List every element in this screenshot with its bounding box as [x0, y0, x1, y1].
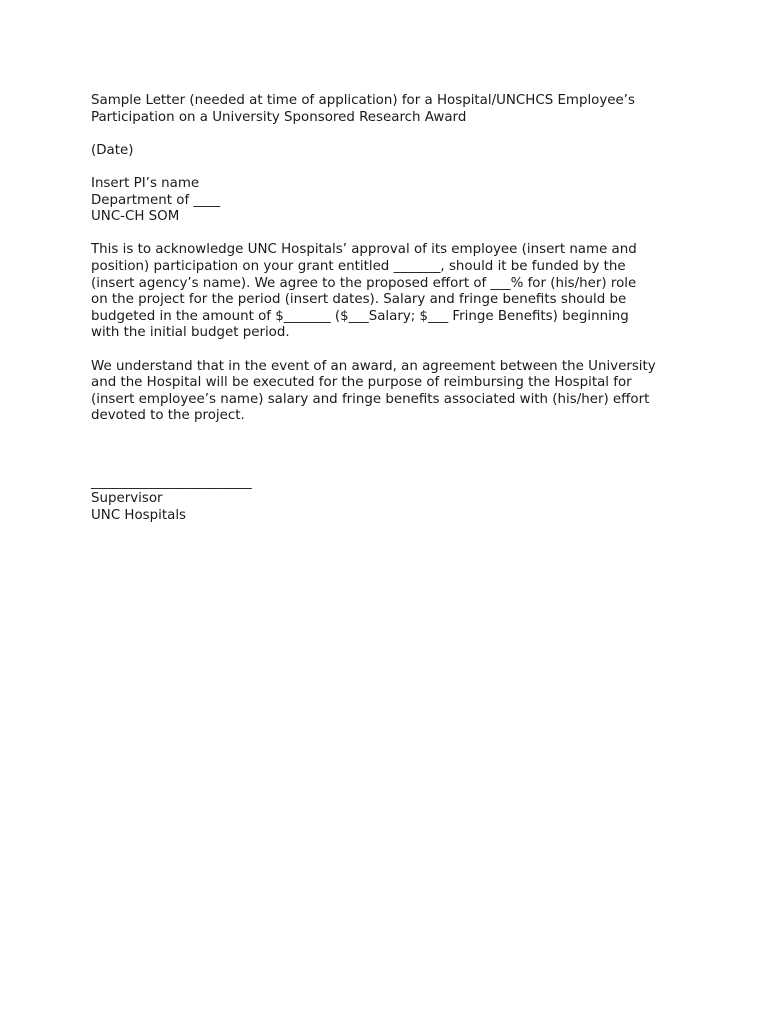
paragraph-line: (insert employee’s name) salary and fringe benefits associated with (his/her) effort	[91, 391, 650, 407]
paragraph-line: and the Hospital will be executed for the purpose of reimbursing the Hospital for	[91, 375, 632, 391]
letter-title	[91, 93, 691, 126]
paragraph-line: with the initial budget period.	[91, 325, 290, 341]
paragraph-line: on the project for the period (insert dates). Salary and fringe benefits should be	[91, 292, 627, 308]
signature-title: Supervisor	[91, 491, 163, 507]
addressee-school: UNC-CH SOM	[91, 209, 180, 225]
addressee-name: Insert PI’s name	[91, 175, 200, 191]
paragraph-approval	[91, 242, 691, 342]
addressee-department: Department of ____	[91, 192, 221, 208]
signature-block	[91, 475, 691, 525]
letter-body	[91, 93, 691, 524]
paragraph-line: We understand that in the event of an award, an agreement between the University	[91, 358, 656, 374]
signature-organization: UNC Hospitals	[91, 507, 187, 523]
title-line: Sample Letter (needed at time of application) for a Hospital/UNCHCS Employee’s	[91, 93, 636, 108]
paragraph-line: devoted to the project.	[91, 408, 245, 424]
paragraph-agreement	[91, 359, 691, 425]
paragraph-line: This is to acknowledge UNC Hospitals’ approval of its employee (insert name and	[91, 242, 637, 258]
paragraph-line: budgeted in the amount of $_______ ($___Salary; $___ Fringe Benefits) beginning	[91, 308, 629, 324]
paragraph-line: position) participation on your grant entitled _______, should it be funded by the	[91, 258, 626, 274]
title-line: Participation on a University Sponsored Research Award	[91, 109, 467, 125]
addressee-block	[91, 176, 691, 226]
paragraph-line: (insert agency’s name). We agree to the proposed effort of ___% for (his/her) role	[91, 275, 637, 291]
letter-date	[91, 143, 691, 160]
signature-spacer	[91, 441, 691, 474]
signature-line: ________________________	[91, 474, 252, 490]
date-placeholder: (Date)	[91, 142, 134, 158]
